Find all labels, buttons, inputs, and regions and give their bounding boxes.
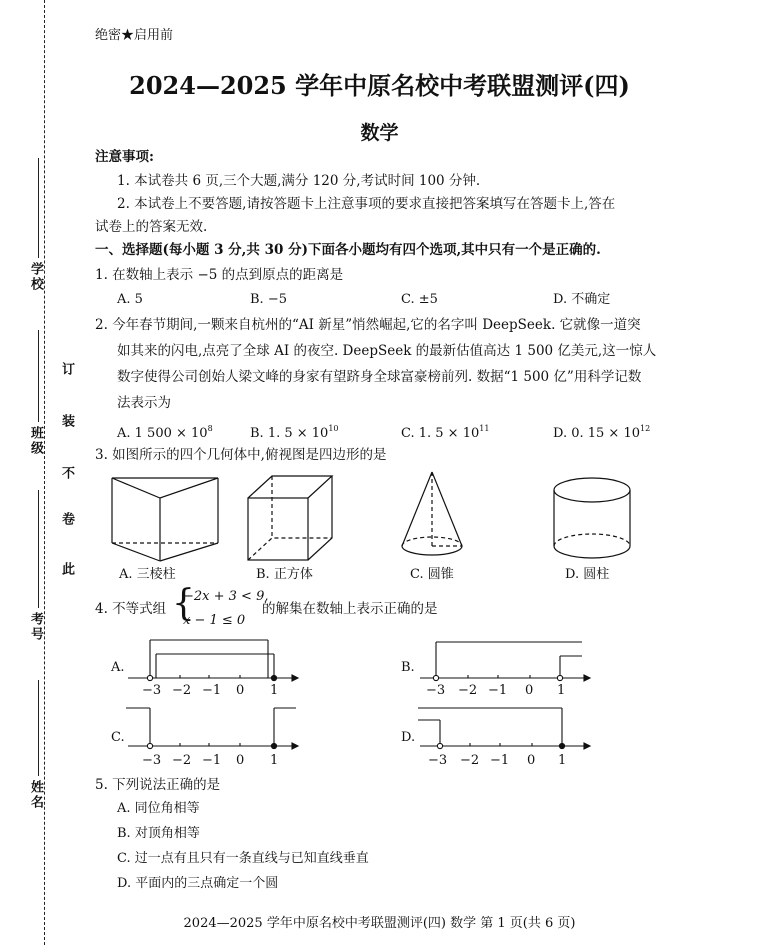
exam-no-blank [38, 490, 39, 608]
q4-b-tick-2: −2 [458, 683, 478, 698]
q3-option-c: C. 圆锥 [410, 567, 454, 582]
q5-stem: 5. 下列说法正确的是 [95, 777, 221, 793]
q4-inequality-1: −2x + 3 < 9, [183, 589, 269, 604]
name-label: 姓名 [28, 780, 43, 810]
q2-line-4: 法表示为 [117, 395, 171, 411]
q3-option-b: B. 正方体 [256, 567, 313, 582]
q5-option-a: A. 同位角相等 [117, 801, 200, 816]
notice-item-2-line-1: 2. 本试卷上不要答题,请按答题卡上注意事项的要求直接把答案填写在答题卡上,答在 [117, 196, 616, 212]
q4-b-tick-1: −3 [426, 683, 446, 698]
cube-figure [248, 476, 332, 560]
q4-option-a-label: A. [111, 660, 125, 675]
q4-inequality-2: x − 1 ≤ 0 [183, 613, 246, 628]
q2-line-3: 数字使得公司创始人梁文峰的身家有望跻身全球富豪榜前列. 数据“1 500 亿”用科学记数 [117, 369, 642, 385]
subject-title: 数学 [360, 122, 399, 144]
q4-d-tick-2: −2 [460, 753, 480, 768]
seal-char-4: 装 [59, 414, 74, 429]
notice-item-1: 1. 本试卷共 6 页,三个大题,满分 120 分,考试时间 100 分钟. [117, 173, 481, 189]
q4-c-tick-4: 0 [236, 753, 245, 768]
exam-title: 2024—2025 学年中原名校中考联盟测评(四) [129, 71, 630, 100]
q4-a-tick-4: 0 [236, 683, 245, 698]
q4-option-b-label: B. [401, 660, 415, 675]
class-blank [38, 330, 39, 422]
q4-option-c-label: C. [111, 730, 125, 745]
q1-option-d: D. 不确定 [553, 292, 611, 307]
q1-option-c: C. ±5 [401, 292, 438, 307]
q2-line-2: 如其来的闪电,点亮了全球 AI 的夜空. DeepSeek 的最新估值高达 1 500 亿美元,这一惊人 [117, 343, 657, 359]
q4-b-tick-4: 0 [525, 683, 534, 698]
q4-d-tick-1: −3 [428, 753, 448, 768]
q4-a-tick-5: 1 [270, 683, 279, 698]
seal-char-5: 订 [59, 362, 74, 377]
q4-stem-prefix: 4. 不等式组 [95, 601, 167, 617]
notice-heading: 注意事项: [95, 149, 154, 165]
q4-c-tick-3: −1 [202, 753, 222, 768]
q1-stem: 1. 在数轴上表示 −5 的点到原点的距离是 [95, 267, 344, 283]
q1-option-a: A. 5 [117, 292, 143, 307]
q3-option-d: D. 圆柱 [565, 567, 610, 582]
q4-option-d-number-line [412, 704, 592, 754]
cone-figure [402, 472, 462, 555]
class-label: 班级 [28, 426, 43, 456]
q4-a-tick-1: −3 [142, 683, 162, 698]
q5-option-d: D. 平面内的三点确定一个圆 [117, 876, 279, 891]
exam-no-label: 考号 [28, 612, 43, 642]
page-footer: 2024—2025 学年中原名校中考联盟测评(四) 数学 第 1 页(共 6 页) [183, 916, 576, 931]
system-brace: { [172, 583, 195, 624]
q3-solids-figure [100, 468, 720, 563]
q2-line-1: 2. 今年春节期间,一颗来自杭州的“AI 新星”悄然崛起,它的名字叫 DeepSeek. 它就像一道突 [95, 317, 641, 333]
q4-a-tick-3: −1 [202, 683, 222, 698]
seal-char-3: 不 [59, 466, 74, 481]
q4-option-d-label: D. [401, 730, 416, 745]
q4-c-tick-2: −2 [172, 753, 192, 768]
q4-a-tick-2: −2 [172, 683, 192, 698]
triangular-prism-figure [112, 478, 218, 561]
confidential-mark: 绝密★启用前 [95, 28, 174, 43]
notice-item-2-line-2: 试卷上的答案无效. [95, 219, 208, 235]
name-blank [38, 680, 39, 776]
school-label: 学校 [28, 262, 43, 292]
q4-c-tick-1: −3 [142, 753, 162, 768]
q4-option-c-number-line [120, 704, 300, 754]
q4-option-a-number-line [120, 636, 300, 686]
q4-d-tick-3: −1 [490, 753, 510, 768]
q5-option-c: C. 过一点有且只有一条直线与已知直线垂直 [117, 851, 369, 866]
school-blank [38, 158, 39, 258]
cylinder-figure [554, 478, 630, 558]
q2-option-c: C. 1. $5 \times 10^{11}$ [401, 424, 490, 441]
q4-stem-suffix: 的解集在数轴上表示正确的是 [262, 601, 438, 617]
q5-option-b: B. 对顶角相等 [117, 826, 200, 841]
q3-option-a: A. 三棱柱 [119, 567, 176, 582]
q4-d-tick-4: 0 [527, 753, 536, 768]
seal-char-1: 此 [59, 562, 74, 577]
q2-option-d: D. 0. $15 \times 10^{12}$ [553, 424, 651, 441]
q4-c-tick-5: 1 [270, 753, 279, 768]
section-1-heading: 一、选择题(每小题 3 分,共 30 分)下面各小题均有四个选项,其中只有一个是正确的. [95, 242, 601, 258]
q4-option-b-number-line [412, 636, 592, 686]
q2-option-a: A. 1 $500 \times 10^8$ [117, 424, 213, 441]
q1-option-b: B. −5 [250, 292, 287, 307]
q3-stem: 3. 如图所示的四个几何体中,俯视图是四边形的是 [95, 447, 387, 463]
q4-b-tick-5: 1 [557, 683, 566, 698]
q2-option-b: B. 1. $5 \times 10^{10}$ [250, 424, 339, 441]
q4-d-tick-5: 1 [558, 753, 567, 768]
seal-char-2: 卷 [59, 512, 74, 527]
q4-b-tick-3: −1 [488, 683, 508, 698]
